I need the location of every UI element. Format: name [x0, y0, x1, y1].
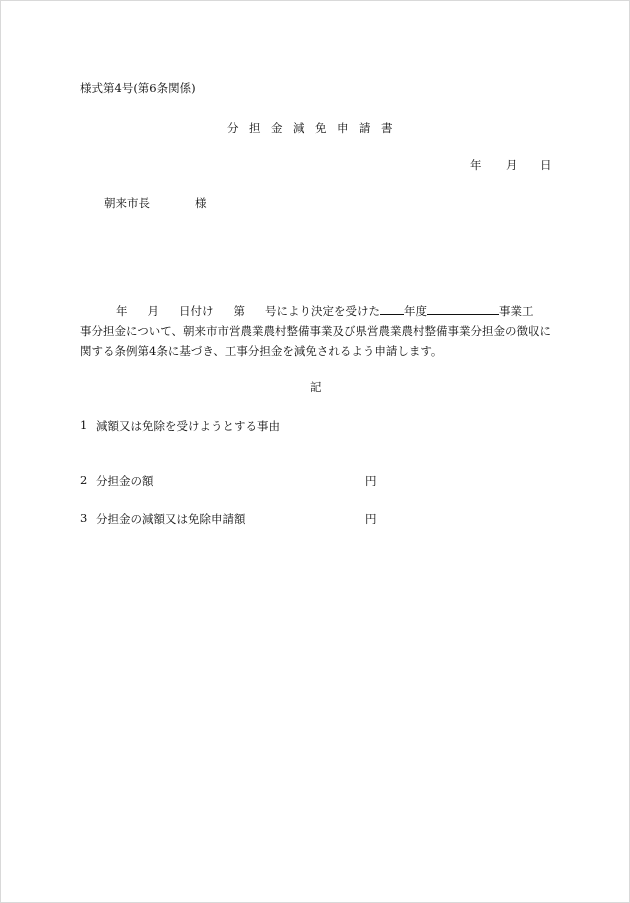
- date-month: 月: [506, 158, 518, 172]
- paragraph-line-3: 関する条例第4条に基づき、工事分担金を減免されるよう申請します。: [80, 344, 443, 358]
- application-paragraph: [80, 301, 550, 361]
- item-number: 1: [80, 418, 88, 432]
- item-label: 分担金の額: [96, 474, 154, 488]
- project-name-blank: [427, 303, 499, 315]
- paragraph-line-1: [80, 301, 550, 321]
- date-day: 日: [540, 158, 552, 172]
- item-number: 2: [80, 473, 88, 487]
- item-label: 減額又は免除を受けようとする事由: [96, 419, 280, 433]
- body-year: 年: [116, 304, 128, 318]
- item-number: 3: [80, 511, 88, 525]
- form-label: 様式第4号(第6条関係): [80, 81, 196, 95]
- body-dated: 日付け: [179, 304, 214, 318]
- body-line1-end: 事業工: [499, 304, 534, 318]
- item-unit: 円: [365, 512, 377, 526]
- body-fiscal-year: 年度: [404, 304, 427, 318]
- body-month: 月: [147, 304, 159, 318]
- item-unit: 円: [365, 474, 377, 488]
- addressee-honorific: 様: [195, 196, 207, 210]
- date-year: 年: [470, 158, 482, 172]
- ki-heading: 記: [310, 380, 322, 394]
- addressee-name: 朝来市長: [104, 196, 150, 210]
- document-title: 分担金減免申請書: [227, 121, 403, 135]
- fiscal-year-blank: [380, 303, 404, 315]
- paragraph-line-2: 事分担金について、朝来市市営農業農村整備事業及び県営農業農村整備事業分担金の徴収に: [80, 324, 552, 338]
- item-label: 分担金の減額又は免除申請額: [96, 512, 246, 526]
- body-decision: 号により決定を受けた: [265, 304, 380, 318]
- body-dai: 第: [233, 304, 245, 318]
